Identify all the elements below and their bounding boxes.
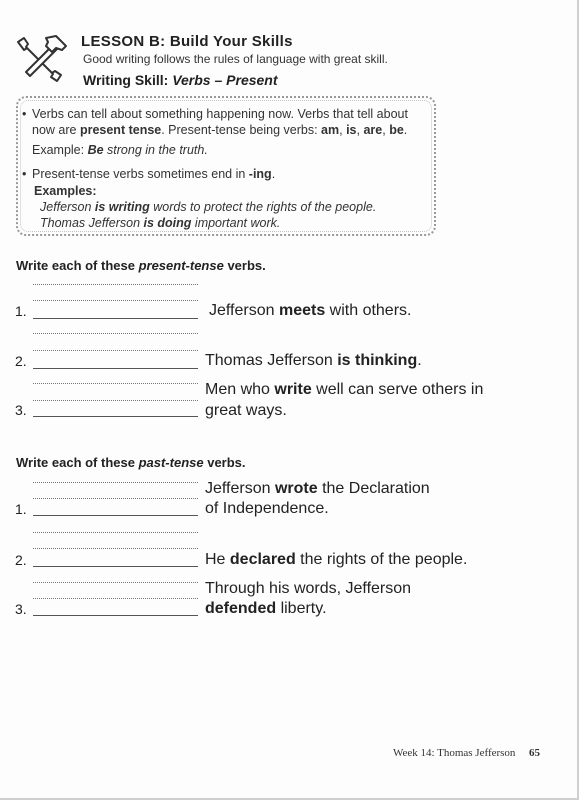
- s1-2-post: .: [417, 352, 422, 369]
- footer-week: Week 14: Thomas Jefferson: [393, 747, 516, 759]
- writing-line-base[interactable]: [33, 515, 198, 516]
- item-number: 2.: [15, 353, 27, 369]
- page-number: 65: [529, 747, 540, 759]
- s2-1-post: the Declaration: [317, 480, 430, 497]
- writing-line-dotted[interactable]: [33, 284, 198, 285]
- writing-line-dotted[interactable]: [33, 498, 198, 499]
- s2-label-b: past-tense: [138, 455, 204, 470]
- verb-are: are: [363, 123, 383, 137]
- writing-line-dotted[interactable]: [33, 300, 198, 301]
- ex2-verb: is doing: [143, 216, 192, 230]
- verb-am: am: [321, 123, 340, 137]
- ex1-c: words to protect the rights of the people.: [149, 200, 377, 214]
- section-2-instruction: [16, 455, 246, 470]
- comma-1: ,: [339, 123, 347, 137]
- sentence-s1-1: [209, 301, 411, 321]
- s2-label-c: verbs.: [203, 455, 246, 470]
- bullet-2-text-a: Present-tense verbs sometimes end in: [32, 167, 249, 181]
- s2-2-post: the rights of the people.: [295, 551, 468, 568]
- writing-line-base[interactable]: [33, 368, 198, 369]
- bullet-1-line-1: [32, 106, 408, 122]
- ing-suffix: -ing: [248, 167, 272, 181]
- writing-line-dotted[interactable]: [33, 400, 198, 401]
- writing-line-base[interactable]: [33, 318, 198, 319]
- bullet-2-text-c: .: [271, 167, 276, 181]
- writing-line-dotted[interactable]: [33, 532, 198, 533]
- writing-line-base[interactable]: [33, 566, 198, 567]
- writing-line-dotted[interactable]: [33, 582, 198, 583]
- ex1-a: Jefferson: [40, 200, 95, 214]
- s1-1-verb: meets: [278, 302, 326, 319]
- writing-skill-heading: [83, 72, 278, 88]
- sentence-s2-2: [205, 550, 467, 570]
- example-sentence-2: [40, 215, 280, 231]
- writing-line-dotted[interactable]: [33, 333, 198, 334]
- example-line: [32, 142, 208, 158]
- item-number: 2.: [15, 552, 27, 568]
- s1-3-verb: write: [274, 381, 312, 398]
- example-verb: Be: [87, 143, 104, 157]
- bullet-1-line-2: [32, 122, 407, 138]
- verb-is: is: [346, 123, 357, 137]
- sentence-s1-3-line-2: great ways.: [205, 402, 287, 419]
- s2-2-pre: He: [205, 551, 230, 568]
- s1-label-a: Write each of these: [16, 258, 139, 273]
- sentence-s2-3-line-2: [205, 599, 327, 619]
- s2-1-pre: Jefferson: [205, 480, 275, 497]
- writing-line-dotted[interactable]: [33, 383, 198, 384]
- s1-label-c: verbs.: [223, 258, 266, 273]
- s1-2-pre: Thomas Jefferson: [205, 352, 338, 369]
- writing-line-base[interactable]: [33, 416, 198, 417]
- section-1-instruction: [16, 258, 266, 273]
- item-number: 1.: [15, 501, 27, 517]
- ex2-a: Thomas Jefferson: [40, 216, 144, 230]
- sentence-s1-3: [205, 380, 483, 400]
- examples-label: Examples:: [34, 184, 97, 198]
- hammer-wrench-icon: [12, 32, 70, 90]
- skill-label: Writing Skill:: [83, 72, 169, 88]
- writing-line-dotted[interactable]: [33, 482, 198, 483]
- sentence-s2-1-line-2: of Independence.: [205, 500, 329, 517]
- s1-1-post: with others.: [325, 302, 412, 319]
- skill-topic: Verbs – Present: [172, 72, 278, 88]
- example-sentence-1: [40, 199, 376, 215]
- writing-line-dotted[interactable]: [33, 598, 198, 599]
- example-label: Example:: [32, 143, 88, 157]
- s2-3-post: liberty.: [276, 600, 327, 617]
- ex2-c: important work.: [191, 216, 281, 230]
- s1-3-post: well can serve others in: [311, 381, 484, 398]
- writing-line-base[interactable]: [33, 615, 198, 616]
- item-number: 3.: [15, 402, 27, 418]
- sentence-s2-1: [205, 479, 430, 499]
- writing-line-dotted[interactable]: [33, 350, 198, 351]
- s2-3-verb: defended: [205, 600, 277, 617]
- lesson-subtitle: Good writing follows the rules of language with great skill.: [83, 52, 388, 66]
- lesson-title: LESSON B: Build Your Skills: [81, 33, 293, 50]
- item-number: 3.: [15, 601, 27, 617]
- bullet-2: [32, 166, 275, 182]
- sentence-s1-2: [205, 351, 422, 371]
- present-tense-term: present tense: [79, 123, 162, 137]
- bullet-1-text-a: Verbs can tell about something happening now. Verbs that tell about: [32, 107, 408, 121]
- example-rest: strong in the truth.: [103, 143, 208, 157]
- s1-label-b: present-tense: [138, 258, 224, 273]
- s1-3-pre: Men who: [205, 381, 275, 398]
- verb-be: be: [389, 123, 404, 137]
- sentence-s2-3: Through his words, Jefferson: [205, 580, 412, 597]
- period-1: .: [403, 123, 408, 137]
- bullet-1-text-b1: now are: [32, 123, 80, 137]
- ex1-verb: is writing: [94, 200, 150, 214]
- s2-1-verb: wrote: [274, 480, 318, 497]
- s2-2-verb: declared: [229, 551, 296, 568]
- s1-2-verb: is thinking: [337, 352, 418, 369]
- bullet-1-text-b3: . Present-tense being verbs:: [161, 123, 322, 137]
- writing-line-dotted[interactable]: [33, 548, 198, 549]
- item-number: 1.: [15, 303, 27, 319]
- s2-label-a: Write each of these: [16, 455, 139, 470]
- s1-1-pre: Jefferson: [209, 302, 279, 319]
- comma-2: ,: [356, 123, 364, 137]
- skill-box: [16, 96, 436, 236]
- comma-3: ,: [382, 123, 390, 137]
